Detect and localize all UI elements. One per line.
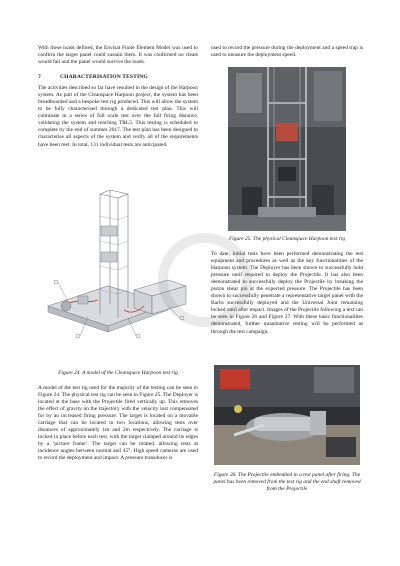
figure-25-caption: Figure 25. The physical Cleanspace Harpoon test rig — [228, 236, 346, 242]
figure-25-test-rig-photo — [228, 67, 346, 231]
paragraph-intro: With these loads defined, the Envisat Finite Element Model was used to confirm the target panel could sustain them. It was confirmed no cleats would fail and the panel would survive the loads. — [38, 45, 198, 66]
projectile-photo — [214, 365, 360, 465]
test-rig-photo — [228, 67, 346, 231]
figure-26-caption: Figure 26. The Projectile embedded in a test panel after firing. The panel has been removed from the test rig and the end shaft removed from the Projectile — [213, 472, 361, 492]
watermark-logo — [150, 225, 260, 335]
right-column — [211, 45, 363, 59]
section-title: CHARACTERISATION TESTING — [60, 74, 148, 81]
paragraph-testing: The activities described so far have resulted in the design of the Harpoon system. As part of the Cleanspace Harpoon project, the system has been breadboarded and a bespoke test rig produced. This will allow the system to be fully characterised through a dedicated test plan. This will culminate in a series of full scale test over the full firing distance, validating the system and reaching TRL5. This testing is scheduled to complete by the end of summer 2017. The test plan has been designed to characterise all aspects of the system and verify all of the requirements have been met. In total, 131 individual tests are anticipated. — [38, 85, 198, 148]
section-heading — [38, 74, 198, 80]
figure-26-projectile-photo — [214, 365, 360, 465]
watermark-graphic — [150, 225, 260, 335]
left-column-lower — [38, 370, 198, 463]
paragraph-results: To date, initial tests have been performed demonstrating the test equipment and procedures as well as the key functionalities of the Harpoon system. The Deployer has been shown to successfully hold pressure until required to deploy the Projectile. It has also been demonstrated to successfully deploy the Projectile by breaking the piston shear pin at the expected pressure. The Projectile has been shown to successfully penetrate a representative target panel with the Barbs successfully deployed and the Universal Joint remaining locked until after impact. Images of the Projectile following a test can be seen in Figure 26 and Figure 27. With these basic functionalities demonstrated, further quantitative testing will be performed as through the test campaign. — [211, 251, 363, 335]
figure-24-caption: Figure 24. A model of the Cleanspace Harpoon test rig — [58, 370, 178, 376]
section-number: 7 — [38, 74, 41, 81]
paragraph-rig: A model of the test rig used for the majority of the testing can be seen in Figure 24. The physical test rig can be seen in Figure 25. The Deployer is located at the base with the Projectile fired vertically up. This removes the effect of gravity on the trajectory with the velocity lost compensated for by an increased firing pressure. The target is located on a movable carriage that can be located in two locations, allowing tests over distances of approximately 1m and 2m respectively. The carriage is locked in place before each test, with the target clamped around its edges by a ‘picture frame’. The target can be rotated, allowing tests at incidence angles between normal and 45°. High speed cameras are used to record the deployment and impact. A pressure transducer is — [38, 385, 198, 462]
right-column-lower — [211, 472, 363, 493]
left-column — [38, 45, 198, 149]
paragraph-continued: used to record the pressure during the deployment and a speed trap is used to measure the deployment speed. — [211, 45, 363, 59]
